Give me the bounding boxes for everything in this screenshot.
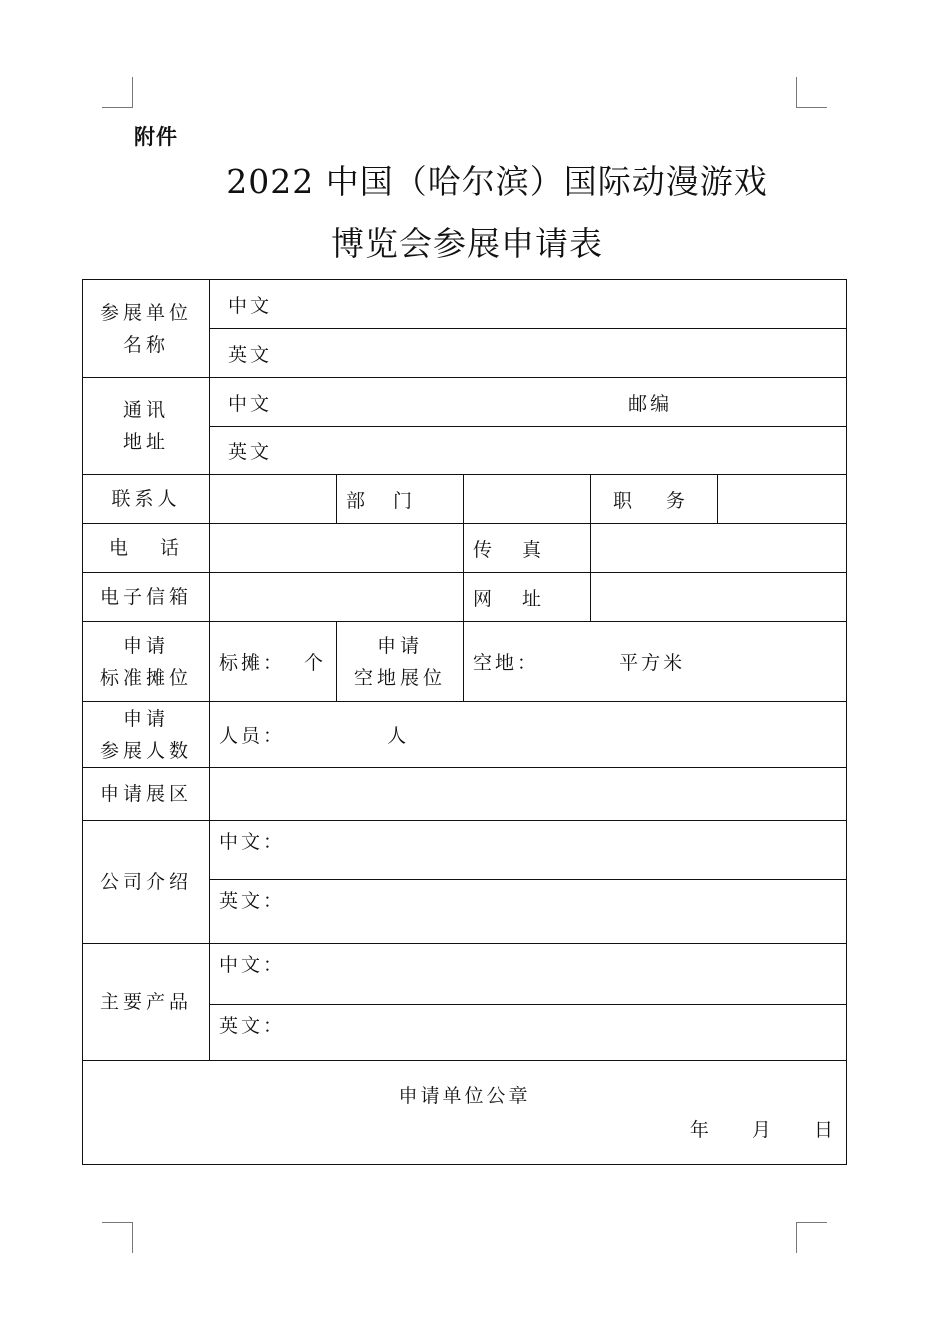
space-booth-unit: 平方米 [619,652,686,674]
attachment-label: 附件 [134,125,178,149]
org-name-row-cn [83,280,847,329]
website-field[interactable] [591,573,847,622]
zone-row [83,768,847,821]
phone-label: 电 话 [83,524,210,573]
seal-row [83,1061,847,1165]
title-line-1: 2022 中国（哈尔滨）国际动漫游戏 [226,162,768,201]
seal-date [690,1115,836,1142]
org-name-label-cell [83,280,210,378]
crop-mark-bottom-right [796,1222,827,1253]
main-products-en-label: 英文： [219,1015,286,1037]
attendees-field[interactable] [210,702,847,768]
department-label: 部 门 [337,475,464,524]
seal-cell[interactable] [83,1061,847,1165]
contact-label: 联系人 [83,475,210,524]
standard-booth-label-line1: 申请 [122,634,169,657]
position-field[interactable] [718,475,847,524]
main-products-cn-label: 中文： [219,954,286,976]
contact-row [83,475,847,524]
standard-booth-label-line2: 标准摊位 [99,666,192,689]
org-name-cn-label: 中文 [228,294,273,317]
company-intro-cn-field[interactable] [210,821,847,880]
department-field[interactable] [464,475,591,524]
attendees-row [83,702,847,768]
company-intro-cn-label: 中文： [219,831,286,853]
attendees-prefix: 人员： [219,725,286,747]
org-name-cn-field[interactable] [210,280,847,329]
main-products-row-cn [83,944,847,1005]
position-label: 职 务 [591,475,718,524]
main-products-label: 主要产品 [83,944,210,1061]
attendees-unit: 人 [387,725,410,747]
attendees-label-line1: 申请 [122,707,169,730]
website-label: 网 址 [464,573,591,622]
title-line-2: 博览会参展申请表 [331,224,603,263]
address-label-line1: 通讯 [122,399,169,421]
address-cn-field[interactable] [210,378,847,427]
email-field[interactable] [210,573,464,622]
space-booth-prefix: 空地： [473,652,540,674]
address-label-line2: 地址 [122,431,169,453]
address-en-label: 英文 [228,441,273,463]
seal-day: 日 [814,1119,837,1141]
main-products-en-field[interactable] [210,1005,847,1061]
crop-mark-bottom-left [102,1222,133,1253]
postcode-label: 邮编 [628,392,673,415]
contact-field[interactable] [210,475,337,524]
attendees-label-cell [83,702,210,768]
seal-label: 申请单位公章 [398,1085,531,1107]
application-form-table [82,279,847,1165]
booth-row [83,622,847,702]
phone-row [83,524,847,573]
standard-booth-field[interactable]: 标摊： 个 [210,622,337,702]
space-booth-label-line2: 空地展位 [353,666,446,689]
space-booth-label-cell [337,622,464,702]
org-name-label-line2: 名称 [122,333,169,356]
address-cn-label: 中文 [228,392,273,415]
standard-booth-label-cell [83,622,210,702]
company-intro-row-cn [83,821,847,880]
zone-label: 申请展区 [83,768,210,821]
zone-field[interactable] [210,768,847,821]
seal-month: 月 [751,1119,774,1141]
org-name-label-line1: 参展单位 [99,301,192,324]
address-en-field[interactable] [210,427,847,475]
org-name-en-field[interactable] [210,329,847,378]
address-row-cn [83,378,847,427]
company-intro-en-field[interactable] [210,880,847,944]
address-label-cell [83,378,210,475]
main-products-cn-field[interactable] [210,944,847,1005]
company-intro-label: 公司介绍 [83,821,210,944]
crop-mark-top-right [796,77,827,108]
email-label: 电子信箱 [83,573,210,622]
fax-label: 传 真 [464,524,591,573]
space-booth-label-line1: 申请 [376,634,423,657]
fax-field[interactable] [591,524,847,573]
space-booth-field[interactable] [464,622,847,702]
crop-mark-top-left [102,77,133,108]
attendees-label-line2: 参展人数 [99,739,192,762]
seal-year: 年 [689,1119,712,1141]
phone-field[interactable] [210,524,464,573]
org-name-en-label: 英文 [228,343,273,366]
company-intro-en-label: 英文： [219,890,286,912]
email-row [83,573,847,622]
